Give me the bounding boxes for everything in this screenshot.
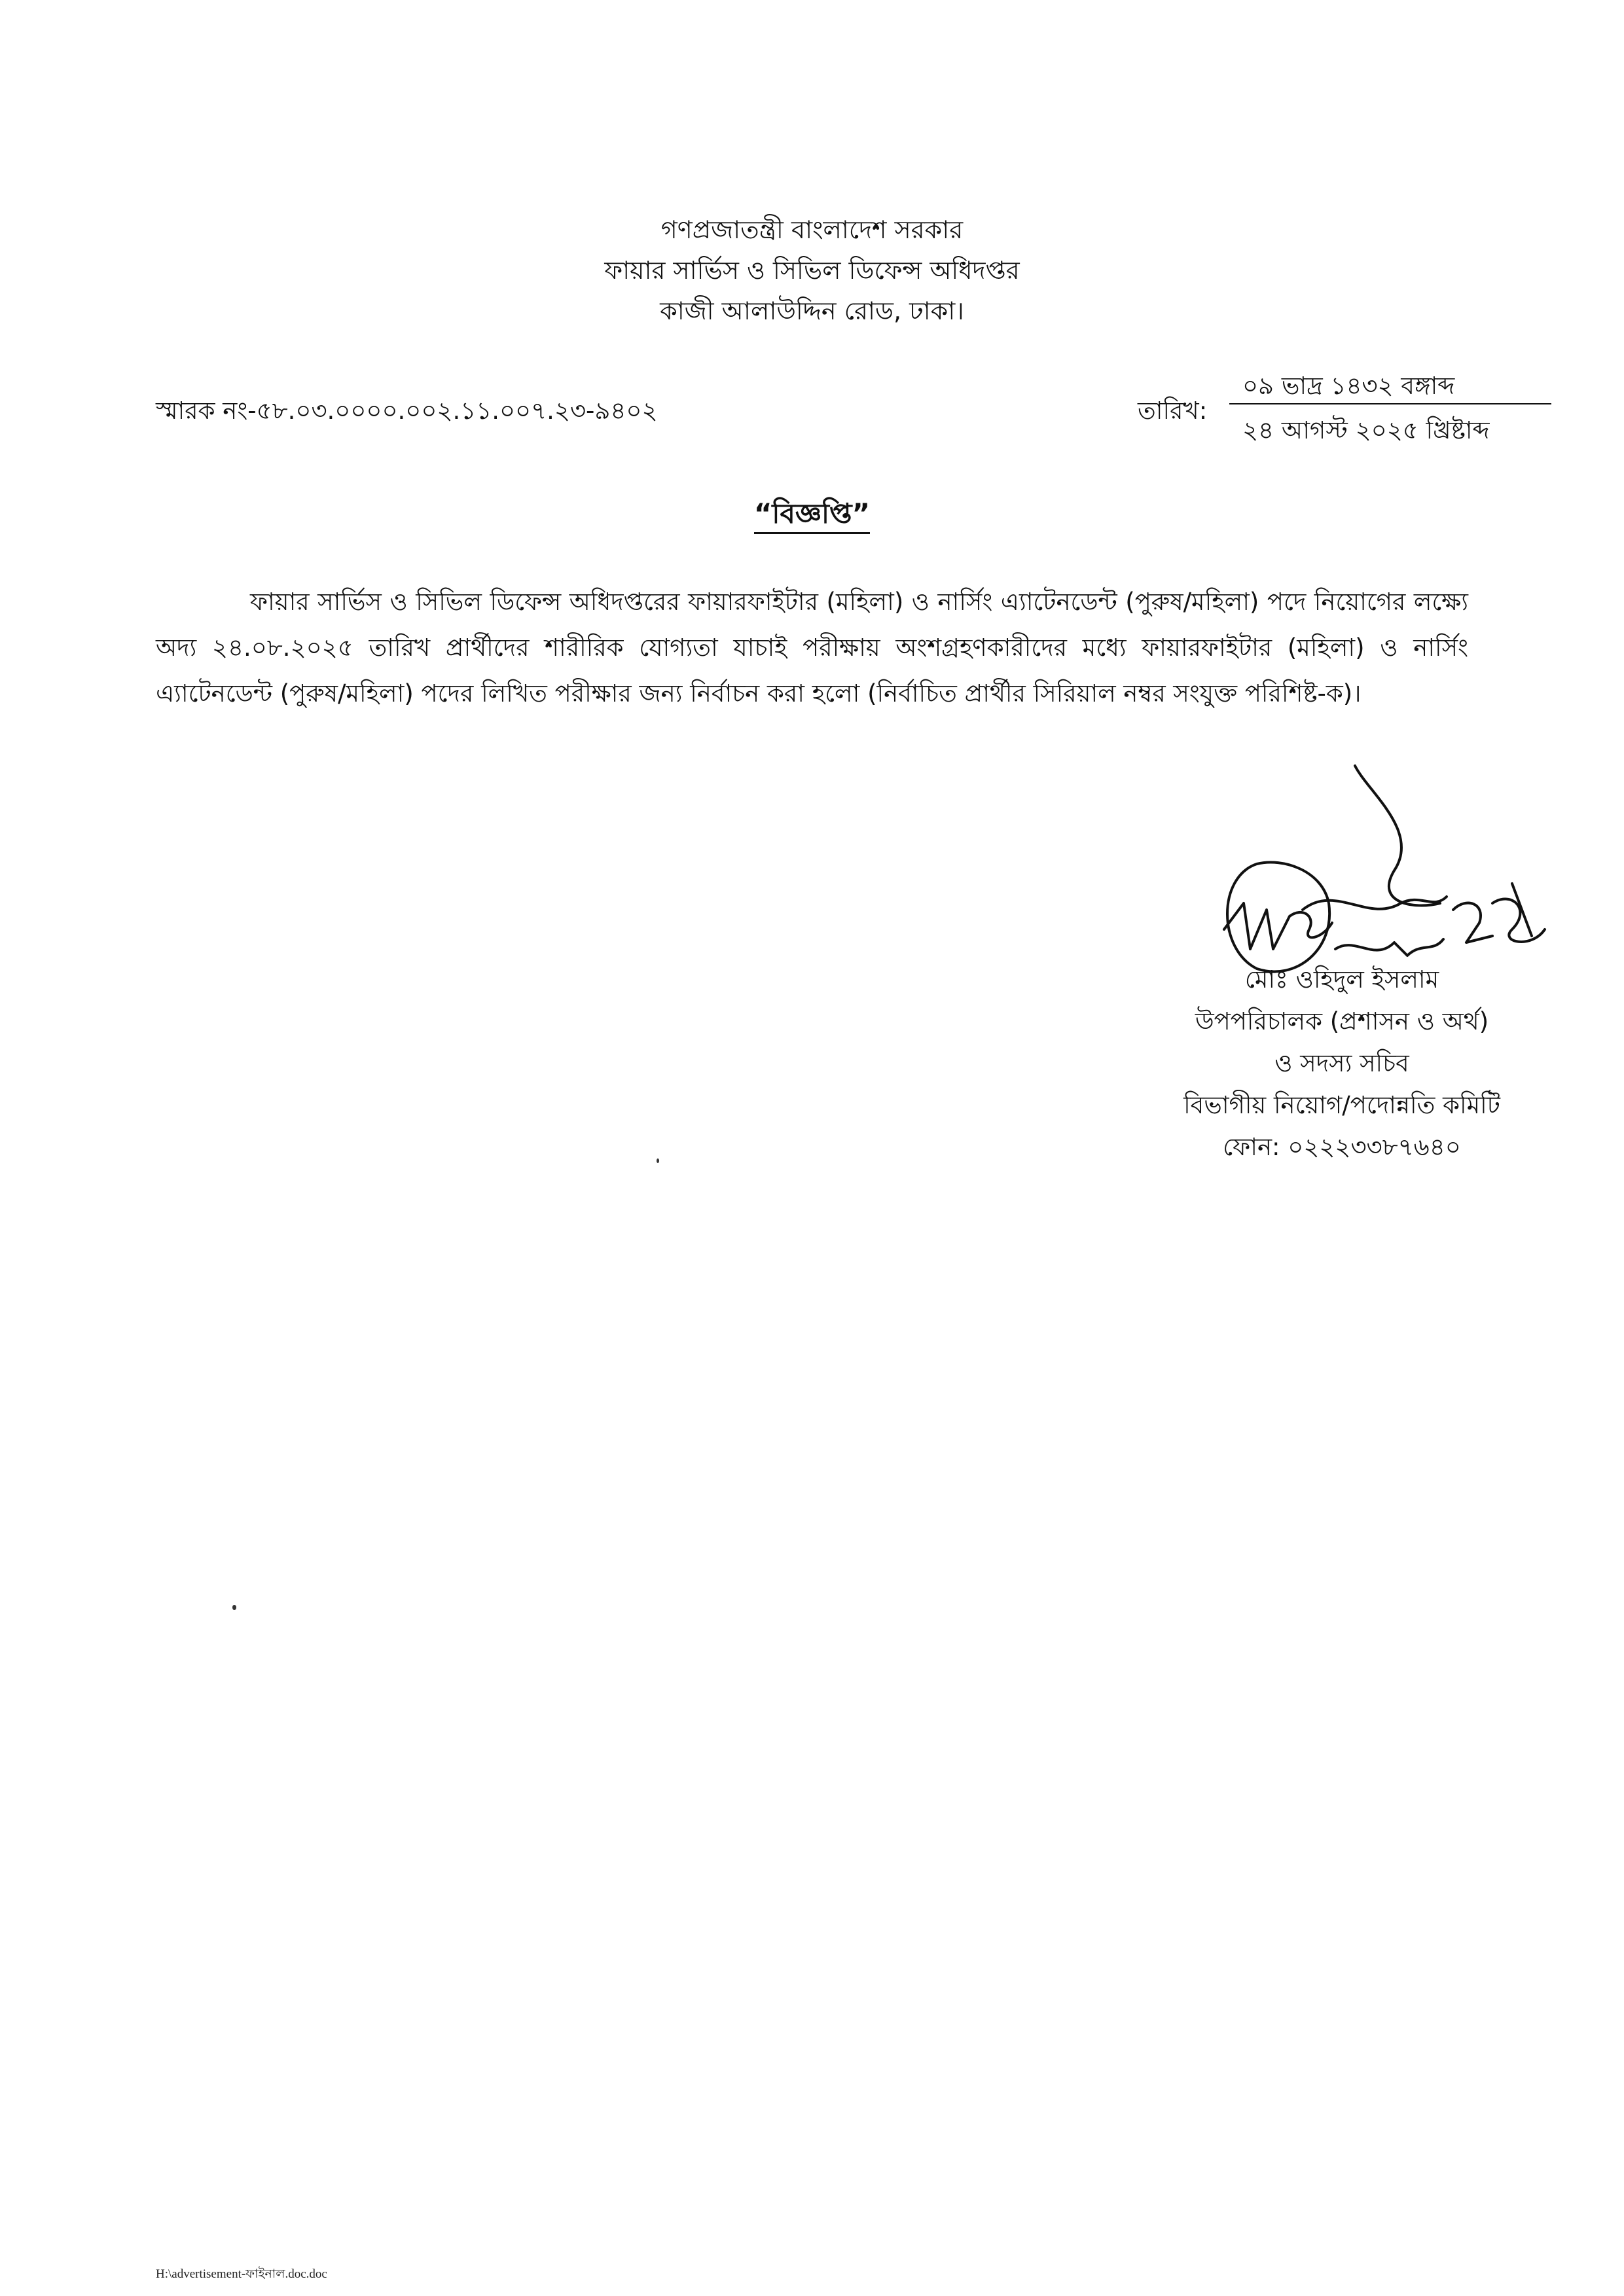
signatory-block [1067, 959, 1617, 1168]
office-address: কাজী আলাউদ্দিন রোড, ঢাকা। [660, 296, 964, 325]
date-label: তারিখ: [1138, 397, 1208, 425]
date-bangla: ০৯ ভাদ্র ১৪৩২ বঙ্গাব্দ [1242, 372, 1455, 400]
government-name: গণপ্রজাতন্ত্রী বাংলাদেশ সরকার [660, 215, 964, 244]
notice-body: ফায়ার সার্ভিস ও সিভিল ডিফেন্স অধিদপ্তরের ফায়ারফাইটার (মহিলা) ও নার্সিং এ্যাটেনডেন্ট (পুরুষ/মহিলা) পদে নিয়োগের লক্ষ্যে অদ্য ২৪.০৮.২০২৫ তারিখ প্রার্থীদের শারীরিক যোগ্যতা যাচাই পরীক্ষায় অংশগ্রহণকারীদের মধ্যে ফায়ারফাইটার (মহিলা) ও নার্সিং এ্যাটেনডেন্ট (পুরুষ/মহিলা) পদের লিখিত পরীক্ষার জন্য নির্বাচন করা হলো (নির্বাচিত প্রার্থীর সিরিয়াল নম্বর সংযুক্ত পরিশিষ্ট-ক)। [156, 588, 1468, 708]
signatory-phone: ফোন: ০২২২৩৩৮৭৬৪০ [1223, 1133, 1461, 1161]
file-path: H:\advertisement-ফাইনাল.doc.doc [156, 2267, 327, 2281]
memo-number: স্মারক নং-৫৮.০৩.০০০০.০০২.১১.০০৭.২৩-৯৪০২ [156, 397, 658, 425]
date-english: ২৪ আগস্ট ২০২৫ খ্রিষ্টাব্দ [1242, 416, 1490, 444]
date-divider [1229, 403, 1551, 404]
scan-speck [657, 1158, 659, 1163]
notice-title-text: “বিজ্ঞপ্তি” [754, 497, 870, 534]
signatory-role: ও সদস্য সচিব [1274, 1049, 1409, 1077]
signatory-name: মোঃ ওহিদুল ইসলাম [1244, 965, 1439, 994]
notice-title [0, 492, 1624, 539]
letterhead [0, 209, 1624, 331]
department-name: ফায়ার সার্ভিস ও সিভিল ডিফেন্স অধিদপ্তর [604, 256, 1020, 285]
signatory-designation: উপপরিচালক (প্রশাসন ও অর্থ) [1195, 1007, 1489, 1035]
scan-speck [232, 1605, 236, 1610]
signatory-committee: বিভাগীয় নিয়োগ/পদোন্নতি কমিটি [1183, 1091, 1500, 1119]
